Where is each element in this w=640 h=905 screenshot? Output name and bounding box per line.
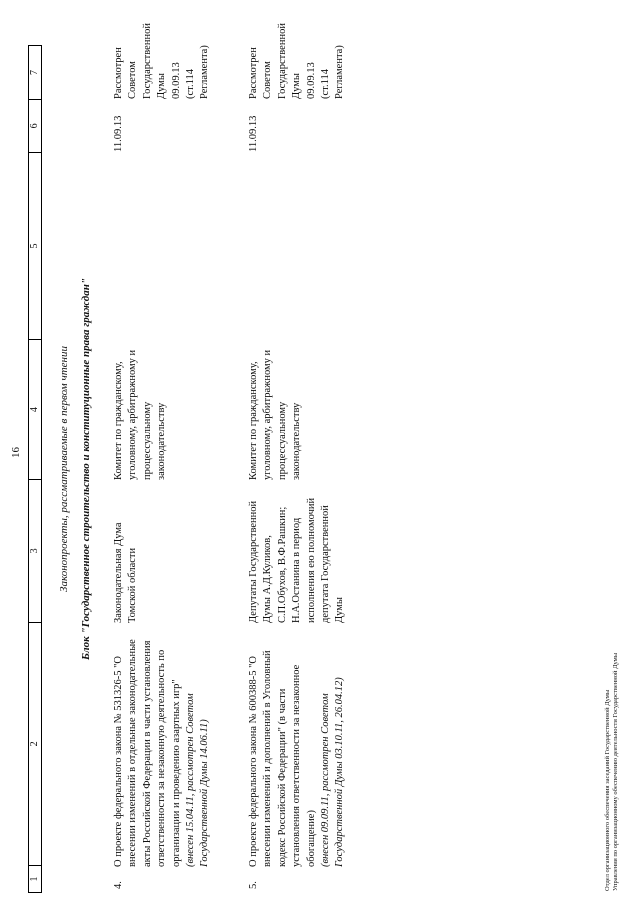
responsible-committee: Комитет по гражданскому, уголовному, арбитражному и процессуальному законодательству (113, 349, 168, 480)
block-heading: Блок "Государственное строительство и конституционные права граждан" (80, 278, 92, 660)
bill-description: О проекте федерального закона № 600388-5 "О внесении изменений и дополнений в Уголовный кодекс Российской Федерации" (в части установления ответственности за незаконное обогащение) (248, 650, 317, 867)
column-number: 7 (29, 46, 41, 100)
bill-author: Законодательная Дума Томской области (113, 522, 139, 623)
bill-author: Депутаты Государственной Думы А.Д.Куликов, С.П.Обухов, В.Ф.Рашкин; Н.А.Останина в период исполнения ею полномочий депутата Государственной Думы (248, 497, 346, 623)
column-number: 6 (29, 100, 41, 153)
consideration-date: 11.09.13 (248, 115, 259, 152)
column-number: 1 (29, 876, 40, 882)
table-row (112, 23, 213, 893)
responsible-committee: Комитет по гражданскому, уголовному, арбитражному и процессуальному законодательству (248, 349, 303, 480)
consideration-result: Рассмотрен Советом Государственной Думы 09.09.13 (ст.114 Регламента) (248, 23, 346, 99)
page-footer (604, 653, 620, 891)
column-number-strip (28, 45, 42, 893)
footer-line: Отдел организационного обеспечения заседаний Государственной Думы (604, 689, 611, 891)
column-number: 3 (29, 480, 41, 623)
bill-description: О проекте федерального закона № 531326-5 "О внесении изменений в отдельные законодательные акты Российской Федерации в части установления ответственности за незаконную деятельность по организации и проведению азартных игр" (113, 639, 182, 867)
bill-description-cell (247, 623, 348, 867)
row-number: 5. (248, 881, 259, 889)
column-5-cell (112, 152, 213, 340)
bill-description-cell (112, 623, 213, 867)
column-5-cell (247, 152, 348, 340)
column-number: 2 (29, 623, 41, 866)
column-number: 4 (29, 340, 41, 480)
section-heading: Законопроекты, рассматриваемые в первом чтении (58, 346, 70, 592)
bill-note: (внесен 15.04.11, рассмотрен Советом Государственной Думы 14.06.11) (185, 693, 211, 867)
footer-line: Управления по организационному обеспечению деятельности Государственной Думы (612, 652, 619, 891)
consideration-date: 11.09.13 (113, 115, 124, 152)
bill-note: (внесен 09.09.11, рассмотрен Советом Государственной Думы 03.10.11, 26.04.12) (320, 677, 346, 867)
column-number: 5 (29, 153, 41, 341)
page-number: 16 (10, 447, 22, 458)
row-number: 4. (113, 881, 124, 889)
consideration-result: Рассмотрен Советом Государственной Думы 09.09.13 (ст.114 Регламента) (113, 23, 211, 99)
table-row (247, 23, 348, 893)
